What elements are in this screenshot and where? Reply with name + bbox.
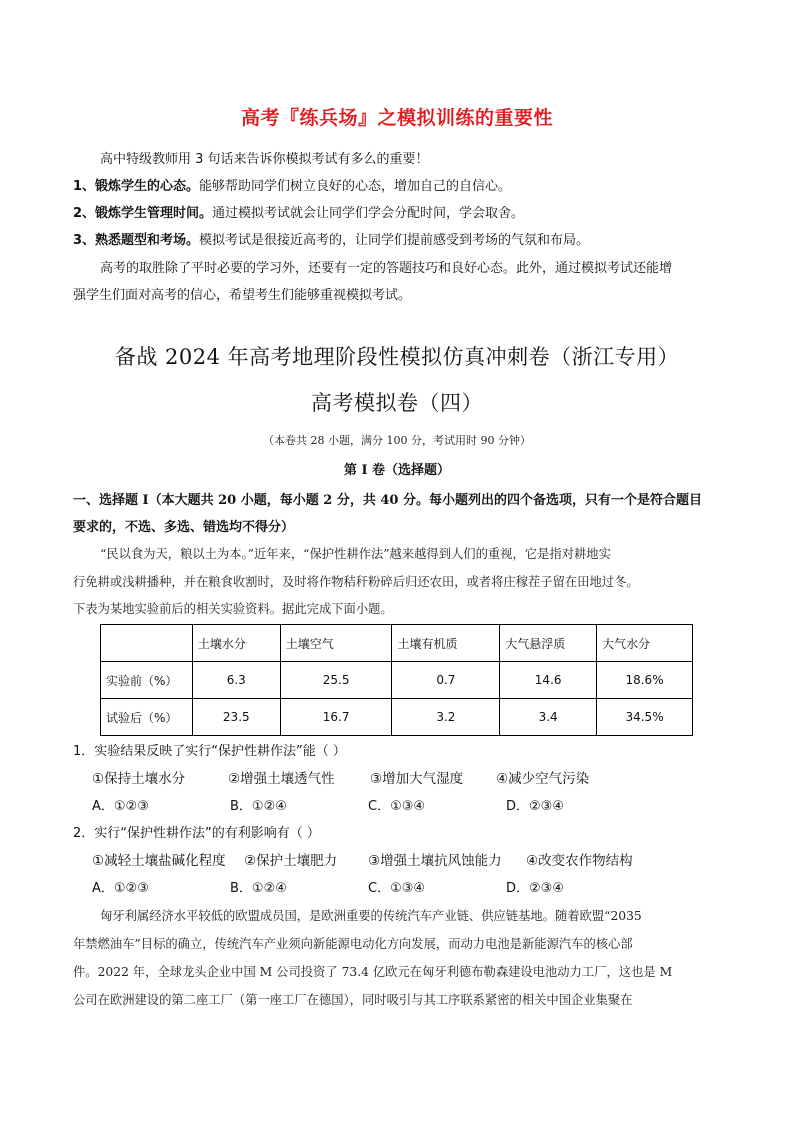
- statement-option: ②增强土壤透气性: [228, 771, 335, 787]
- table-cell: 23.5: [192, 699, 280, 736]
- statement-option: ④改变农作物结构: [526, 853, 633, 869]
- section-title: 第 I 卷（选择题）: [343, 463, 451, 478]
- point-lead: 3、熟悉题型和考场。: [73, 233, 200, 248]
- statement-option: ①减轻土壤盐碱化程度: [92, 853, 226, 869]
- table-header-cell: 大气悬浮质: [500, 625, 597, 662]
- statement-option: ①保持土壤水分: [92, 771, 186, 787]
- point-text: 能够帮助同学们树立良好的心态，增加自己的自信心。: [199, 179, 512, 194]
- table-row: [101, 662, 693, 699]
- point-text: 模拟考试是很接近高考的，让同学们提前感受到考场的气氛和布局。: [199, 233, 590, 248]
- passage2-line-1: 匈牙利属经济水平较低的欧盟成员国，是欧洲重要的传统汽车产业链、供应链基地。随着欧盟“2035: [100, 909, 642, 923]
- exam-note: （本卷共 28 小题，满分 100 分，考试用时 90 分钟）: [263, 434, 531, 447]
- row-label: 实验前（%）: [101, 662, 193, 699]
- statement-option: ③增强土壤抗风蚀能力: [368, 853, 502, 869]
- banner-intro: 高中特级教师用 3 句话来告诉你模拟考试有多么的重要！: [100, 152, 429, 167]
- table-header-cell: [101, 625, 193, 662]
- table-cell: 16.7: [280, 699, 392, 736]
- passage1-line-2: 行免耕或浅耕播种，并在粮食收割时，及时将作物秸秆粉碎后归还农田，或者将庄稼茬子留在田地过冬。: [73, 575, 639, 589]
- statement-option: ④减少空气污染: [496, 771, 590, 787]
- table-header-cell: 土壤有机质: [392, 625, 500, 662]
- instructions-line-1: 一、选择题 I（本大题共 20 小题，每小题 2 分，共 40 分。每小题列出的四个备选项，只有一个是符合题目: [73, 493, 702, 508]
- banner-closing-line-1: 高考的取胜除了平时必要的学习外，还要有一定的答题技巧和良好心态。此外，通过模拟考试还能增: [100, 261, 673, 276]
- table-cell: 0.7: [392, 662, 500, 699]
- point-lead: 1、锻炼学生的心态。: [73, 179, 200, 194]
- answer-choice[interactable]: B．①②④: [230, 881, 287, 896]
- passage1-line-3: 下表为某地实验前后的相关实验资料。据此完成下面小题。: [73, 602, 393, 616]
- table-header-cell: 土壤空气: [280, 625, 392, 662]
- banner-point-1: [73, 178, 511, 196]
- answer-choice[interactable]: D．②③④: [506, 881, 564, 896]
- table-cell: 14.6: [500, 662, 597, 699]
- instructions-line-2: 要求的，不选、多选、错选均不得分）: [73, 520, 295, 535]
- table-cell: 6.3: [192, 662, 280, 699]
- statement-option: ②保护土壤肥力: [244, 853, 338, 869]
- answer-choice[interactable]: A．①②③: [92, 799, 149, 814]
- table-row: [101, 699, 693, 736]
- answer-choice[interactable]: C．①③④: [368, 799, 426, 814]
- table-header-cell: 大气水分: [597, 625, 693, 662]
- answer-choice[interactable]: A．①②③: [92, 881, 149, 896]
- question-1-options: [92, 767, 589, 787]
- table-cell: 3.2: [392, 699, 500, 736]
- banner-point-3: [73, 232, 589, 250]
- passage2-line-4: 公司在欧洲建设的第二座工厂（第一座工厂在德国），同时吸引与其工序联系紧密的相关中国企业集聚在: [73, 993, 633, 1007]
- table-header-row: [101, 625, 693, 662]
- table-cell: 25.5: [280, 662, 392, 699]
- question-2-options: [92, 849, 633, 869]
- banner-point-2: [73, 205, 524, 223]
- table-cell: 3.4: [500, 699, 597, 736]
- experiment-table: [100, 624, 693, 736]
- question-1-choices: [92, 795, 644, 814]
- passage1-line-1: “民以食为天，粮以土为本。”近年来，“保护性耕作法”越来越得到人们的重视，它是指对耕地实: [100, 547, 611, 561]
- question-1-stem: 1．实验结果反映了实行“保护性耕作法”能（ ）: [73, 744, 346, 759]
- point-lead: 2、锻炼学生管理时间。: [73, 206, 213, 221]
- statement-option: ③增加大气湿度: [370, 771, 464, 787]
- point-text: 通过模拟考试就会让同学们学会分配时间，学会取舍。: [212, 206, 525, 221]
- answer-choice[interactable]: D．②③④: [506, 799, 564, 814]
- banner-title: 高考『练兵场』之模拟训练的重要性: [240, 107, 553, 129]
- passage2-line-2: 年禁燃油车”目标的确立，传统汽车产业须向新能源电动化方向发展，而动力电池是新能源汽车的核心部: [73, 937, 633, 951]
- exam-title: 备战 2024 年高考地理阶段性模拟仿真冲刺卷（浙江专用）: [114, 345, 680, 369]
- answer-choice[interactable]: C．①③④: [368, 881, 426, 896]
- exam-subtitle: 高考模拟卷（四）: [311, 391, 483, 415]
- question-2-stem: 2．实行“保护性耕作法”的有利影响有（ ）: [73, 826, 320, 841]
- question-2-choices: [92, 877, 644, 896]
- row-label: 试验后（%）: [101, 699, 193, 736]
- banner-closing-line-2: 强学生们面对高考的信心，希望考生们能够重视模拟考试。: [73, 288, 412, 303]
- passage2-line-3: 件。2022 年，全球龙头企业中国 M 公司投资了 73.4 亿欧元在匈牙利德布勒森建设电池动力工厂，这也是 M: [73, 965, 673, 979]
- table-header-cell: 土壤水分: [192, 625, 280, 662]
- table-cell: 18.6%: [597, 662, 693, 699]
- answer-choice[interactable]: B．①②④: [230, 799, 287, 814]
- table-cell: 34.5%: [597, 699, 693, 736]
